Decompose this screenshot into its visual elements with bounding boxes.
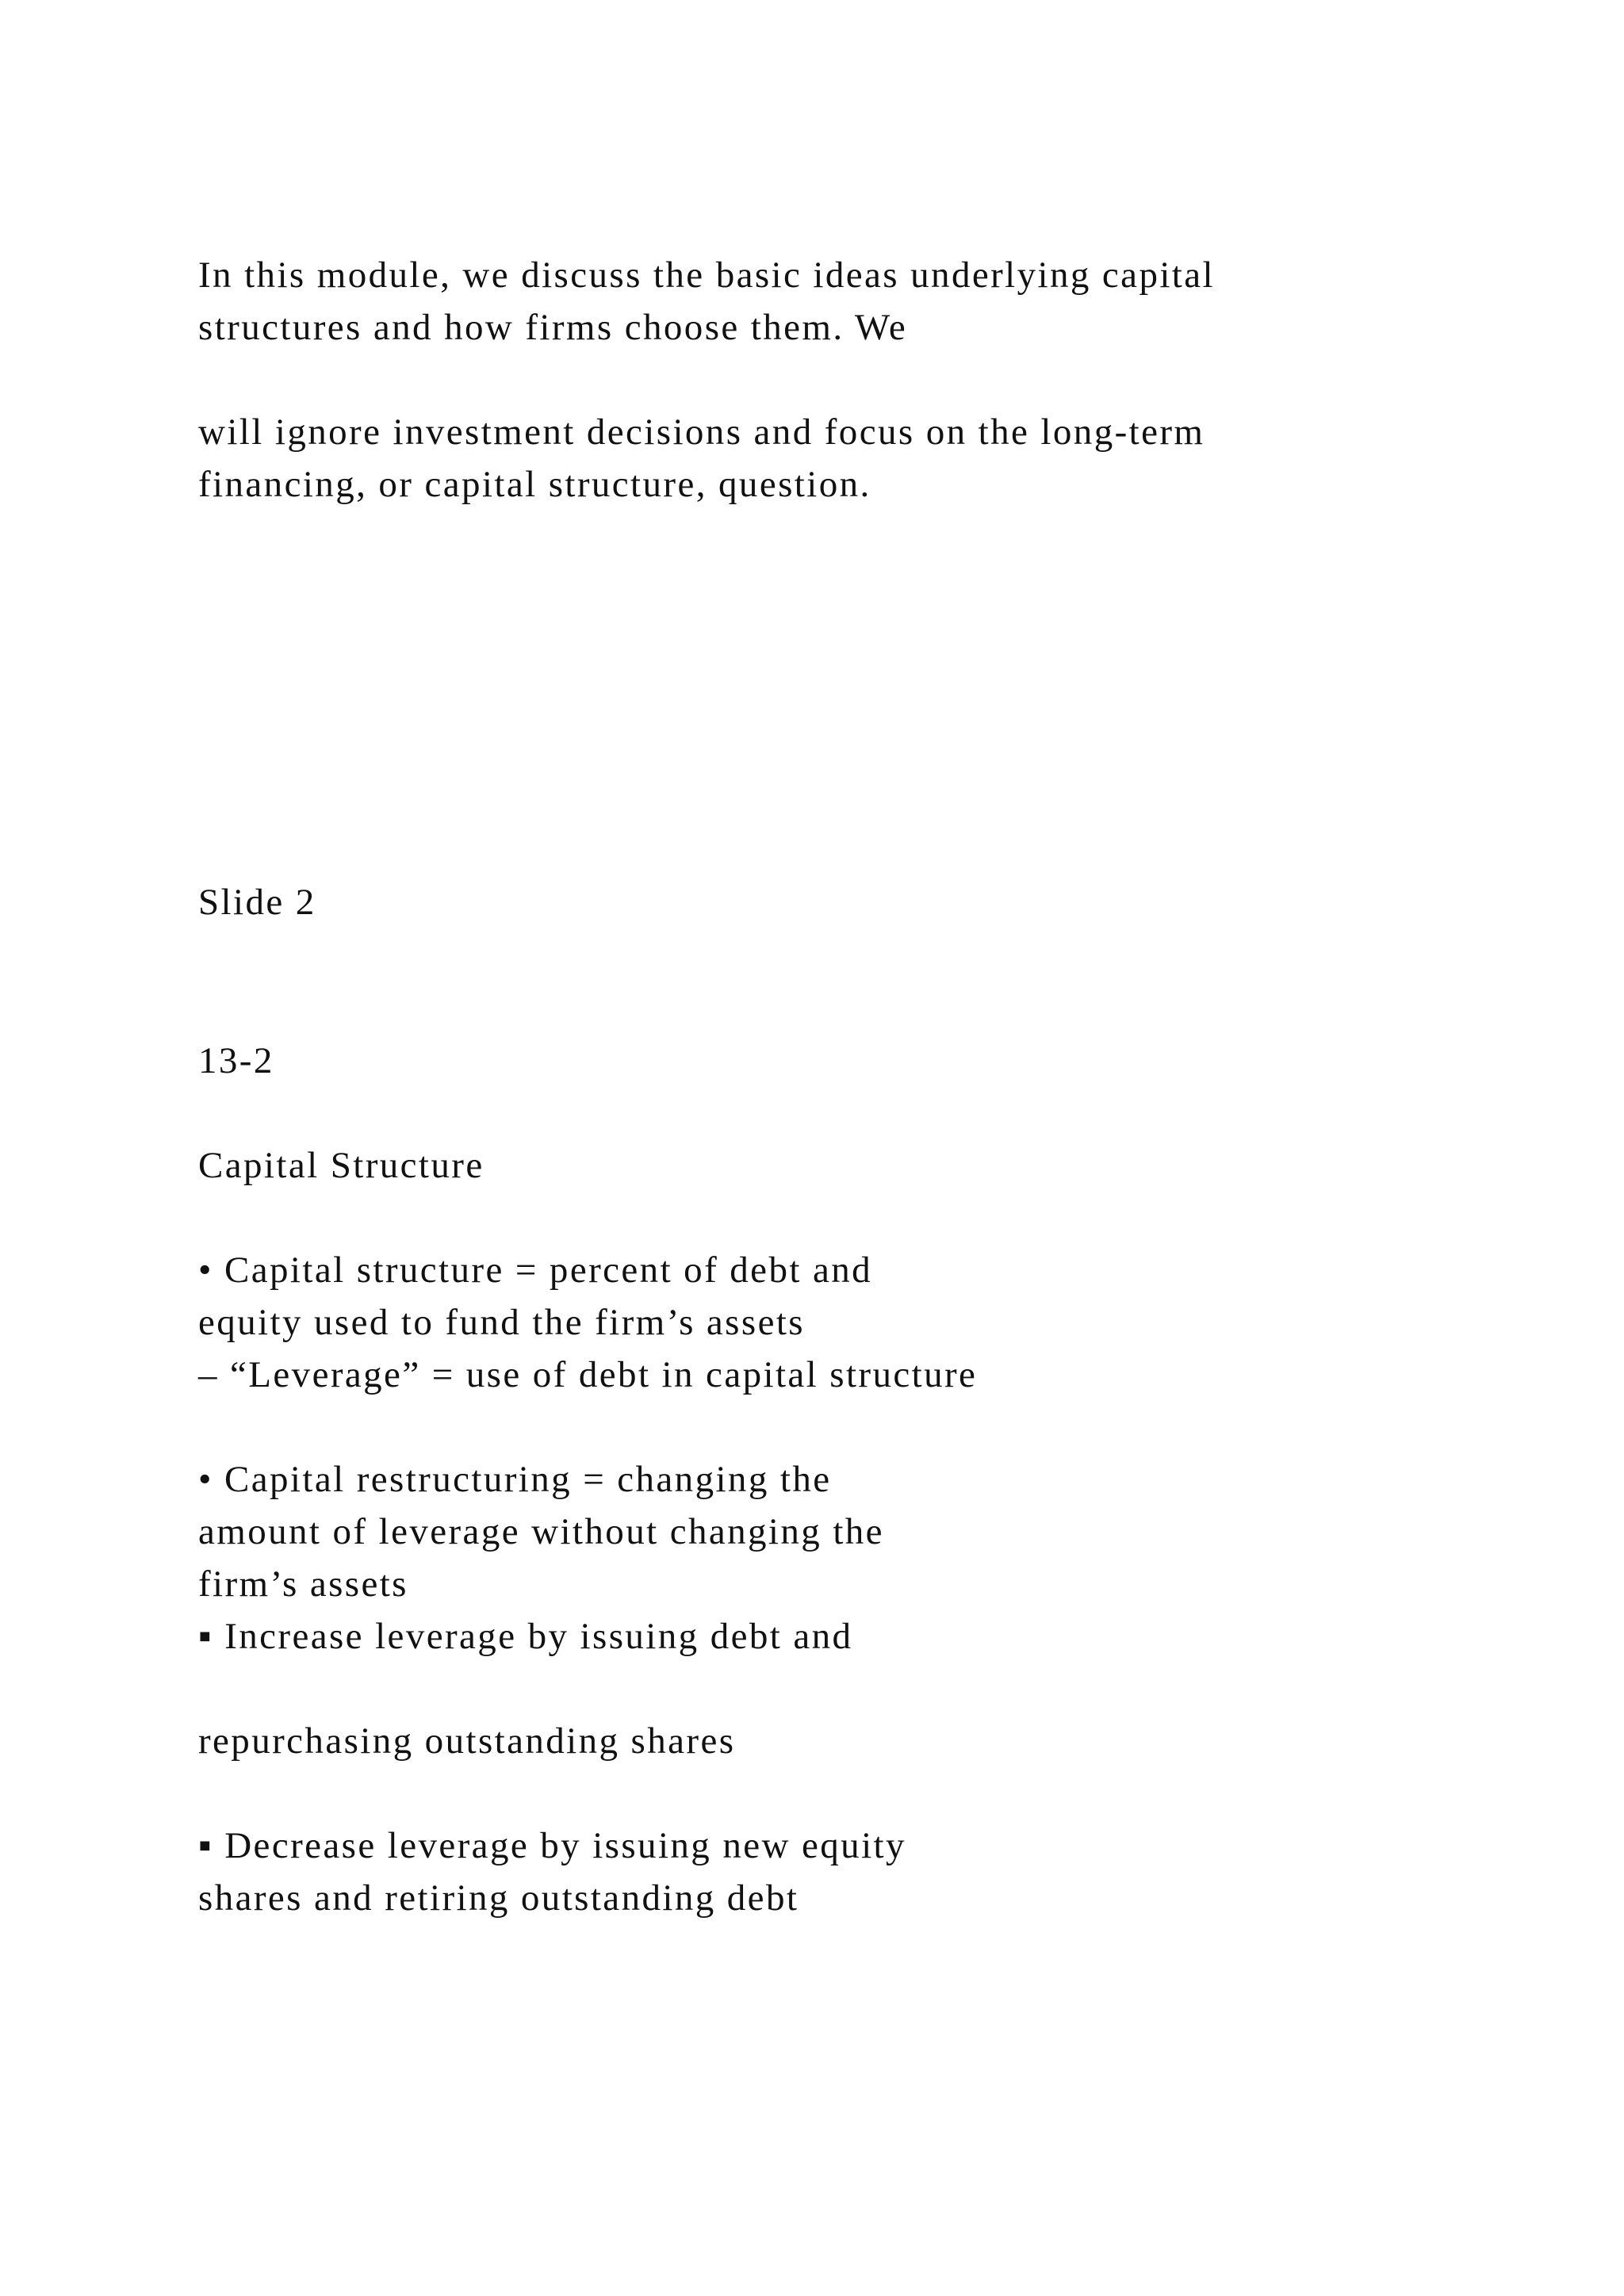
slide-label: Slide 2 [198, 882, 316, 923]
intro-line-3: will ignore investment decisions and focus on the long-term [198, 411, 1205, 453]
intro-line-1: In this module, we discuss the basic ideas underlying capital [198, 254, 1215, 296]
bullet-1-subpoint: – “Leverage” = use of debt in capital structure [198, 1354, 978, 1395]
bullet-2-subpoint-2-line-1: ▪ Decrease leverage by issuing new equity [198, 1825, 906, 1866]
intro-line-4: financing, or capital structure, question. [198, 464, 871, 505]
bullet-2-subpoint-2-line-2: shares and retiring outstanding debt [198, 1877, 799, 1919]
bullet-2-line-2: amount of leverage without changing the [198, 1511, 884, 1552]
slide-number: 13-2 [198, 1040, 274, 1081]
bullet-1-line-1: • Capital structure = percent of debt and [198, 1249, 873, 1291]
slide-title: Capital Structure [198, 1145, 485, 1186]
bullet-2-subpoint-1-line-2: repurchasing outstanding shares [198, 1720, 736, 1762]
bullet-2-line-1: • Capital restructuring = changing the [198, 1459, 832, 1500]
bullet-2-subpoint-1-line-1: ▪ Increase leverage by issuing debt and [198, 1616, 853, 1657]
bullet-1-line-2: equity used to fund the firm’s assets [198, 1302, 805, 1343]
bullet-2-line-3: firm’s assets [198, 1563, 408, 1605]
intro-line-2: structures and how firms choose them. We [198, 307, 908, 348]
